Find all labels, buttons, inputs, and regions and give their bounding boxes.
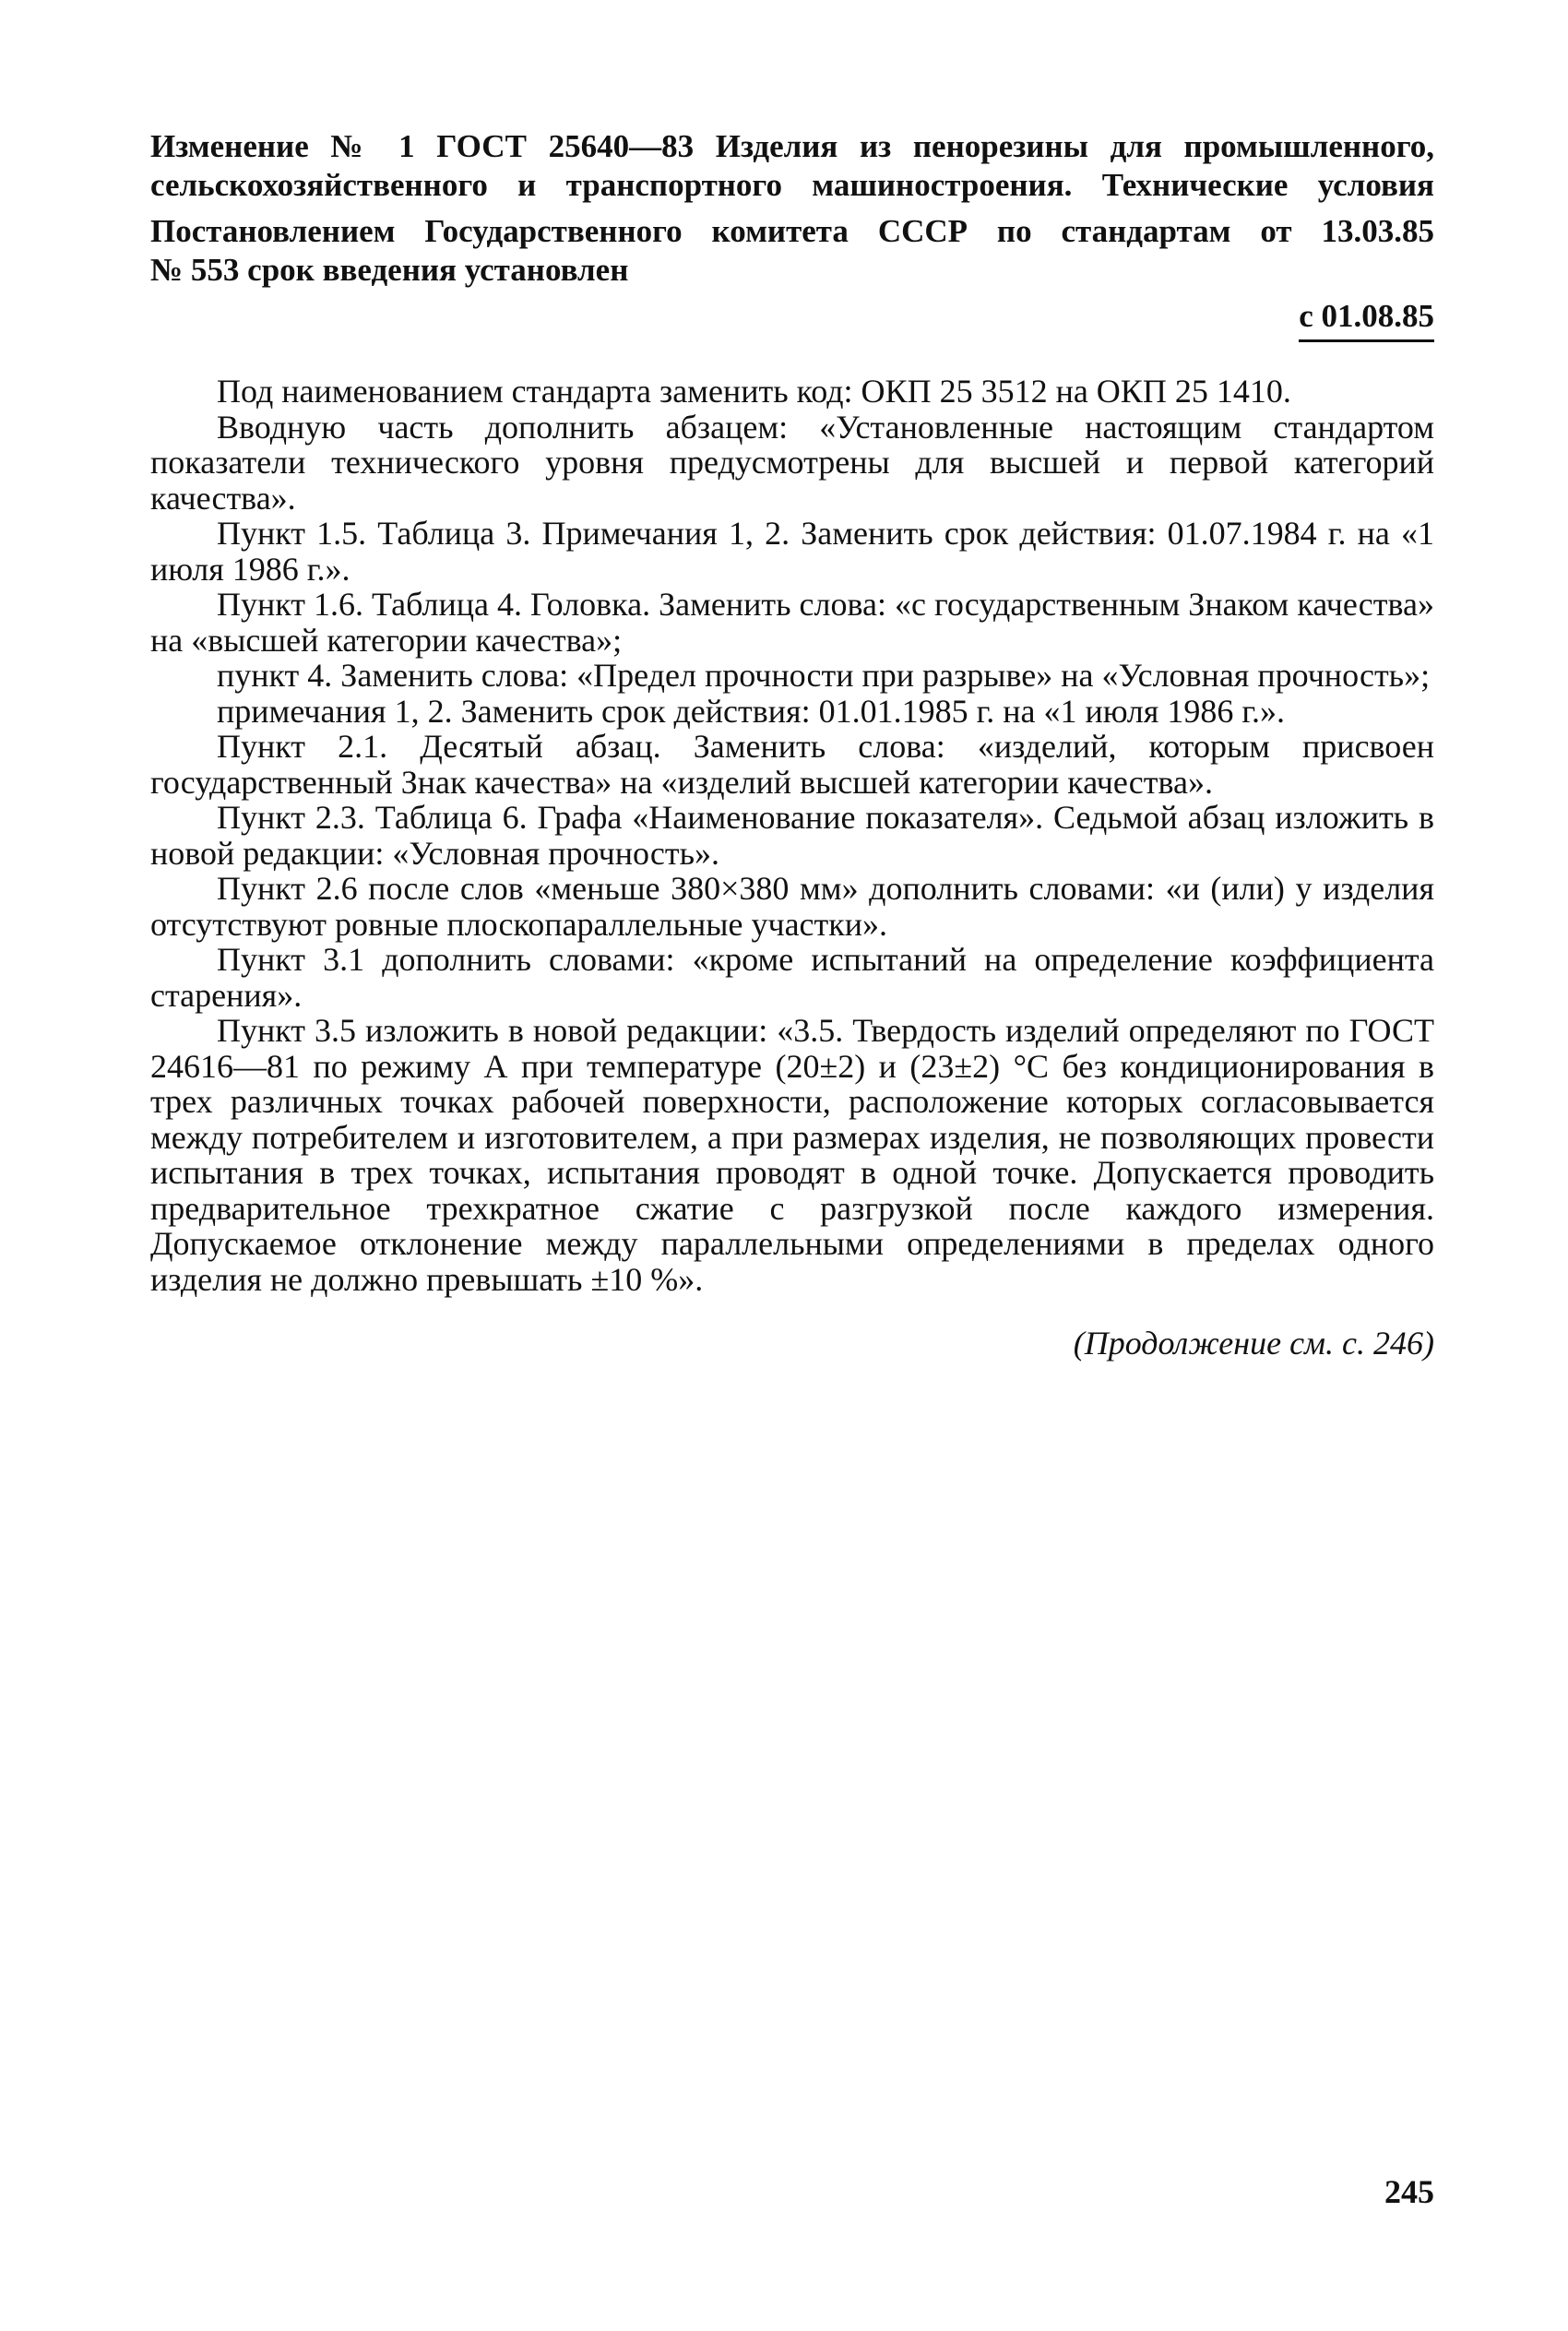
decree-line-1: Постановлением Государственного комитета СССР по стандартам от 13.03.85	[150, 213, 1434, 249]
amendment-title: Изменение № 1 ГОСТ 25640—83 Изделия из пенорезины для промышленного, сельскохозяйственного и транспортного машиностроения. Технические условия	[150, 128, 1434, 203]
effective-date: с 01.08.85	[1299, 297, 1434, 342]
paragraph-item-4: пункт 4. Заменить слова: «Предел прочности при разрыве» на «Условная прочность»;	[217, 657, 1431, 694]
paragraph-item-1-6: Пункт 1.6. Таблица 4. Головка. Заменить слова: «с государственным Знаком качества» на «высшей категории качества»;	[150, 586, 1434, 659]
paragraph-item-3-5: Пункт 3.5 изложить в новой редакции: «3.5. Твердость изделий определяют по ГОСТ 24616—81 по режиму А при температуре (20±2) и (23±2) °С без кондиционирования в трех различных точках рабочей поверхности, расположение которых согласовывается между потребителем и изготовителем, а при размерах изделия, не позволяющих провести испытания в трех точках, испытания проводят в одной точке. Допускается проводить предварительное трехкратное сжатие с разгрузкой после каждого измерения. Допускаемое отклонение между параллельными определениями в пределах одного изделия не должно превышать ±10 %».	[150, 1012, 1434, 1298]
paragraph-intro: Вводную часть дополнить абзацем: «Установленные настоящим стандартом показатели технического уровня предусмотрены для высшей и первой категорий качества».	[150, 408, 1434, 517]
decree-block	[150, 212, 1434, 290]
page-number: 245	[1384, 2173, 1434, 2210]
paragraph-item-2-6: Пункт 2.6 после слов «меньше 380×380 мм» дополнить словами: «и (или) у изделия отсутствуют ровные плоскопараллельные участки».	[150, 870, 1434, 943]
paragraph-notes: примечания 1, 2. Заменить срок действия: 01.01.1985 г. на «1 июля 1986 г.».	[217, 692, 1286, 730]
amendment-body	[150, 374, 1434, 1297]
paragraph-item-2-3: Пункт 2.3. Таблица 6. Графа «Наименование показателя». Седьмой абзац изложить в новой редакции: «Условная прочность».	[150, 799, 1434, 872]
continuation-note: (Продолжение см. с. 246)	[1073, 1325, 1434, 1362]
decree-line-2: № 553 срок введения установлен	[150, 252, 629, 288]
paragraph-item-3-1: Пункт 3.1 дополнить словами: «кроме испытаний на определение коэффициента старения».	[150, 941, 1434, 1014]
paragraph-okp-code: Под наименованием стандарта заменить код: ОКП 25 3512 на ОКП 25 1410.	[217, 373, 1291, 410]
document-page	[150, 127, 1434, 1362]
paragraph-item-1-5: Пункт 1.5. Таблица 3. Примечания 1, 2. Заменить срок действия: 01.07.1984 г. на «1 июля 1986 г.».	[150, 515, 1434, 588]
paragraph-item-2-1: Пункт 2.1. Десятый абзац. Заменить слова: «изделий, которым присвоен государственный Знак качества» на «изделий высшей категории качества».	[150, 728, 1434, 801]
effective-date-row	[150, 297, 1434, 342]
